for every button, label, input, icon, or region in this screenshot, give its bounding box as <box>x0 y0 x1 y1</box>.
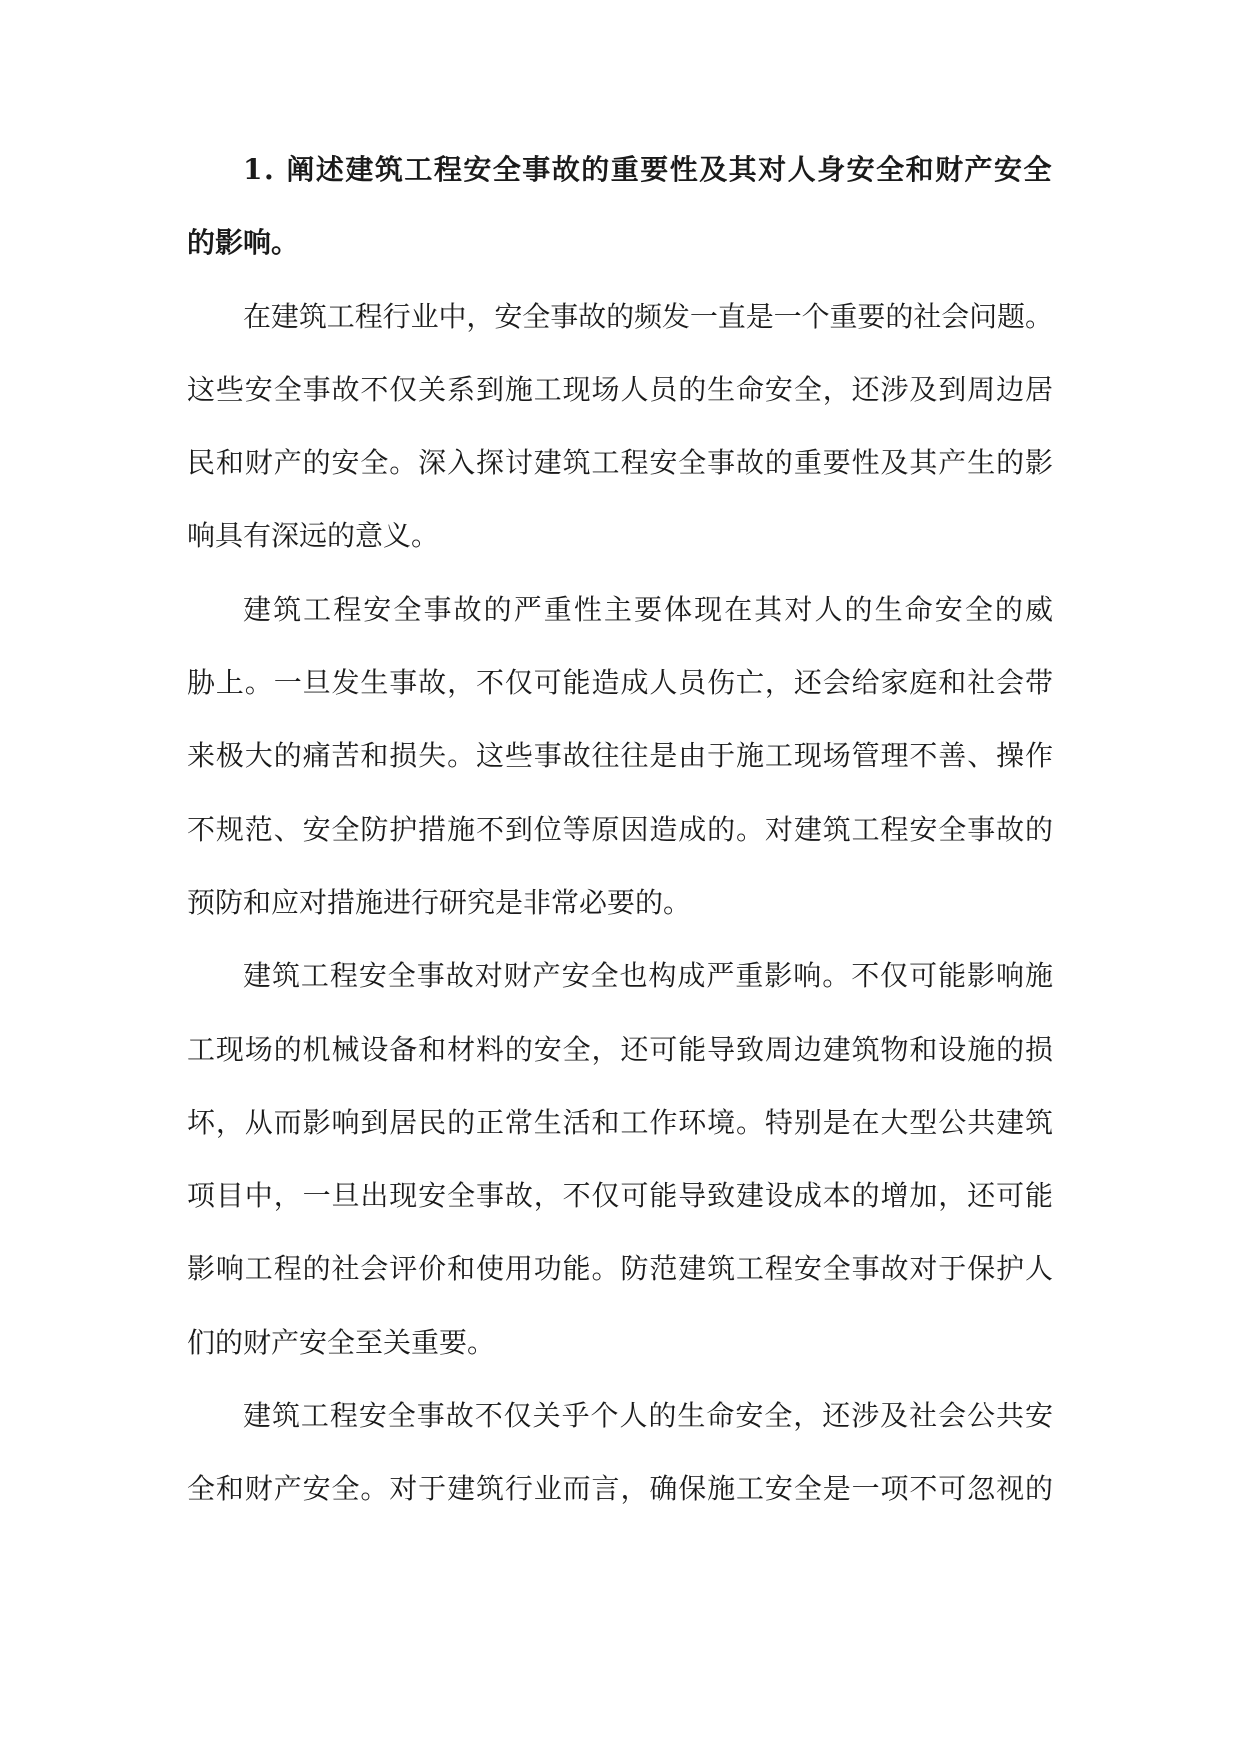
paragraph-line <box>187 1174 1053 1247</box>
paragraph <box>187 588 1056 954</box>
paragraph-text: 响具有深远的意义。 <box>187 519 440 553</box>
section-heading <box>187 148 1053 295</box>
paragraph-line <box>187 368 1053 441</box>
paragraph <box>187 954 1053 1394</box>
document-body <box>187 148 1056 1541</box>
paragraph-line <box>187 734 1053 807</box>
paragraph-line <box>187 1321 1053 1394</box>
paragraph <box>187 295 1053 588</box>
paragraph-text: 影响工程的社会评价和使用功能。防范建筑工程安全事故对于保护人 <box>187 1252 1054 1286</box>
paragraph-text: 们的财产安全至关重要。 <box>187 1325 496 1359</box>
paragraph-text: 建筑工程安全事故不仅关乎个人的生命安全，还涉及社会公共安 <box>243 1399 1054 1433</box>
paragraph-line <box>187 441 1053 514</box>
paragraph-text: 预防和应对措施进行研究是非常必要的。 <box>187 885 692 919</box>
heading-text: 的影响。 <box>187 226 300 260</box>
heading-text: 1. 阐述建筑工程安全事故的重要性及其对人身安全和财产安全 <box>243 153 1053 186</box>
paragraph-line <box>187 1467 1053 1540</box>
paragraph-text: 建筑工程安全事故的严重性主要体现在其对人的生命安全的威 <box>243 592 1056 626</box>
paragraph-text: 项目中，一旦出现安全事故，不仅可能导致建设成本的增加，还可能 <box>187 1179 1054 1213</box>
paragraph-text: 来极大的痛苦和损失。这些事故往往是由于施工现场管理不善、操作 <box>187 739 1054 773</box>
paragraph-text: 这些安全事故不仅关系到施工现场人员的生命安全，还涉及到周边居 <box>187 372 1054 406</box>
paragraph-text: 民和财产的安全。深入探讨建筑工程安全事故的重要性及其产生的影 <box>187 446 1054 480</box>
paragraph-text: 在建筑工程行业中，安全事故的频发一直是一个重要的社会问题。 <box>243 299 1053 333</box>
paragraph-line <box>187 808 1053 881</box>
paragraph-line <box>187 1247 1053 1320</box>
paragraph-text: 工现场的机械设备和材料的安全，还可能导致周边建筑物和设施的损 <box>187 1032 1054 1066</box>
paragraph-line <box>187 881 1053 954</box>
paragraph-line <box>187 295 1053 368</box>
paragraph-line <box>187 588 1056 661</box>
paragraph-line <box>187 514 1053 587</box>
paragraph-text: 坏，从而影响到居民的正常生活和工作环境。特别是在大型公共建筑 <box>187 1105 1054 1139</box>
heading-line <box>187 148 1053 221</box>
paragraph <box>187 1394 1053 1541</box>
paragraph-line <box>187 661 1053 734</box>
paragraph-line <box>187 954 1053 1027</box>
paragraph-text: 不规范、安全防护措施不到位等原因造成的。对建筑工程安全事故的 <box>187 812 1054 846</box>
paragraph-text: 全和财产安全。对于建筑行业而言，确保施工安全是一项不可忽视的 <box>187 1472 1054 1506</box>
heading-line <box>187 221 1053 294</box>
paragraph-line <box>187 1394 1053 1467</box>
paragraph-text: 胁上。一旦发生事故，不仅可能造成人员伤亡，还会给家庭和社会带 <box>187 666 1054 700</box>
paragraph-text: 建筑工程安全事故对财产安全也构成严重影响。不仅可能影响施 <box>243 959 1054 993</box>
paragraph-line <box>187 1101 1053 1174</box>
paragraph-line <box>187 1028 1053 1101</box>
